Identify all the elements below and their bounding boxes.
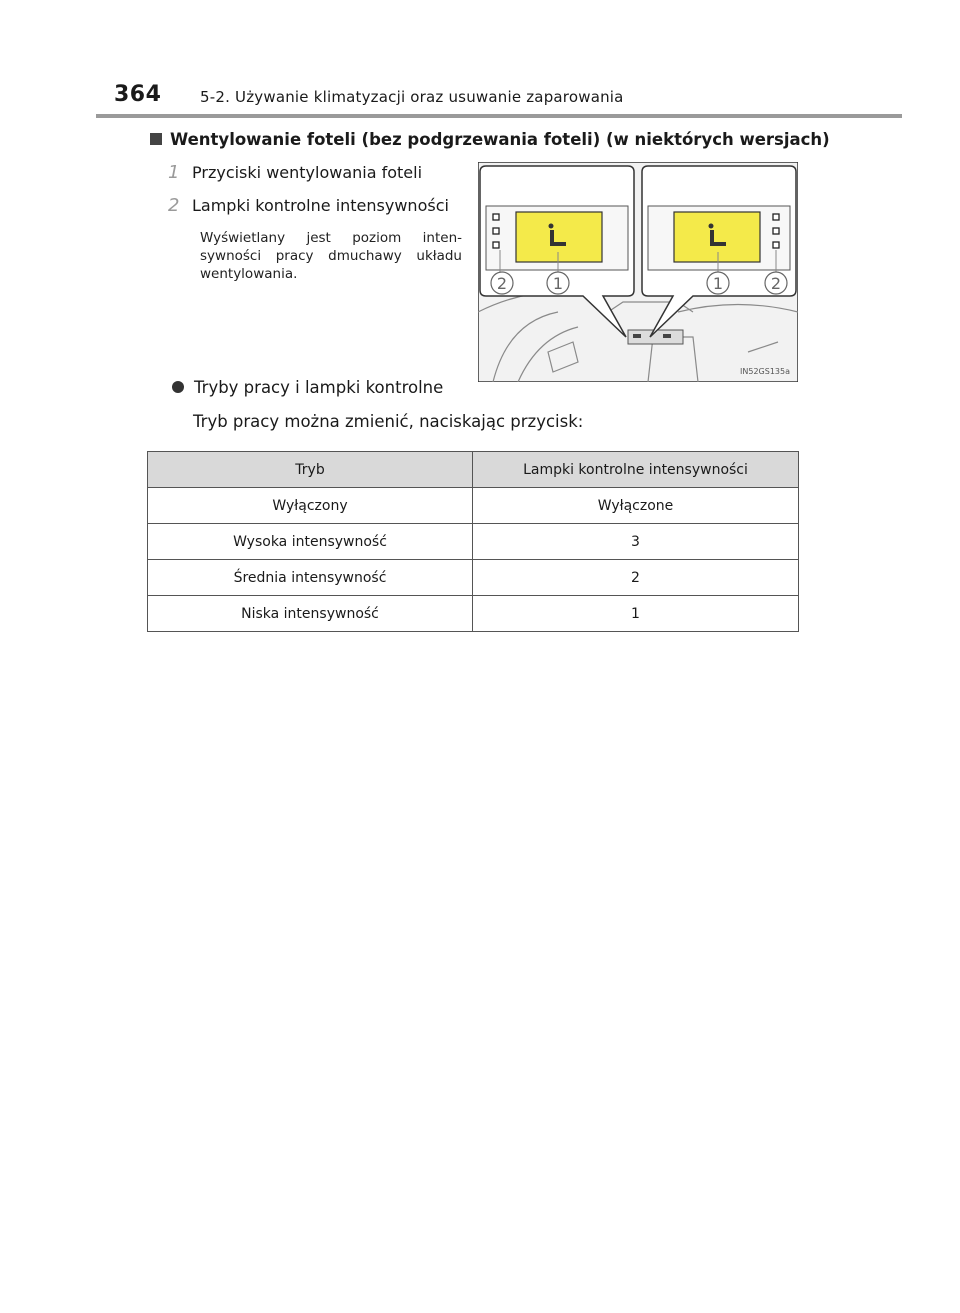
- table-cell: 2: [473, 560, 799, 596]
- table-cell: Wyłączone: [473, 488, 799, 524]
- bullet-dot-icon: [172, 381, 184, 393]
- callout-number: 2: [168, 195, 180, 216]
- modes-table: [147, 451, 799, 632]
- table-row: [148, 524, 799, 560]
- bullet-heading: [172, 378, 443, 397]
- header-rule: [96, 114, 902, 118]
- marker-label: 1: [712, 274, 724, 293]
- table-row: [148, 596, 799, 632]
- table-header-row: [148, 452, 799, 488]
- square-bullet-icon: [150, 133, 162, 145]
- table-cell: Wysoka intensywność: [148, 524, 473, 560]
- body-text: Tryb pracy można zmienić, naciskając przycisk:: [193, 412, 584, 431]
- table-cell: Wyłączony: [148, 488, 473, 524]
- callout-item: [168, 195, 449, 216]
- table-cell: 1: [473, 596, 799, 632]
- table-cell: Średnia intensywność: [148, 560, 473, 596]
- table-cell: Niska intensywność: [148, 596, 473, 632]
- table-header-cell: Lampki kontrolne intensywności: [473, 452, 799, 488]
- callout-item: [168, 162, 422, 183]
- callout-label: Przyciski wentylowania foteli: [192, 163, 423, 182]
- section-title: Wentylowanie foteli (bez podgrzewania foteli) (w niektórych wersjach): [170, 130, 830, 149]
- table-row: [148, 488, 799, 524]
- marker-label: 2: [770, 274, 782, 293]
- marker-label: 1: [552, 274, 564, 293]
- table-cell: 3: [473, 524, 799, 560]
- callout-number: 1: [168, 162, 180, 183]
- seat-ventilation-figure: [478, 162, 798, 382]
- page-number: 364: [114, 82, 162, 107]
- bullet-title: Tryby pracy i lampki kontrolne: [194, 378, 444, 397]
- table-header-cell: Tryb: [148, 452, 473, 488]
- figure-code: IN52GS135a: [740, 367, 790, 376]
- running-head: 5-2. Używanie klimatyzacji oraz usuwanie zaparowania: [200, 88, 624, 106]
- callout-label: Lampki kontrolne intensywności: [192, 196, 449, 215]
- section-heading: [150, 130, 830, 149]
- table-row: [148, 560, 799, 596]
- callout-description: Wyświetlany jest poziom inten-sywności pracy dmuchawy układu wentylowania.: [200, 230, 462, 282]
- marker-label: 2: [496, 274, 508, 293]
